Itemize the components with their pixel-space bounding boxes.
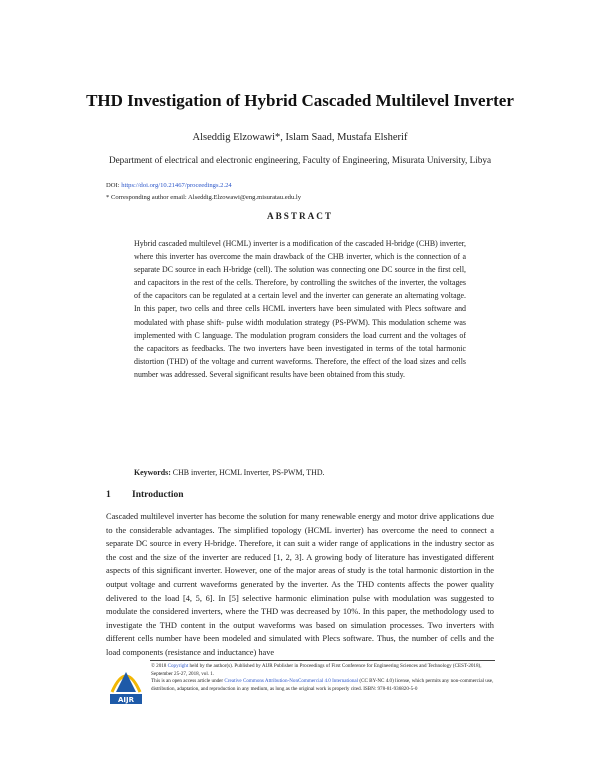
- paper-title: THD Investigation of Hybrid Cascaded Multilevel Inverter: [86, 91, 514, 110]
- license-prefix: This is an open access article under: [151, 678, 225, 684]
- copyright-line: [151, 663, 495, 678]
- introduction-text: Cascaded multilevel inverter has become the solution for many renewable energy and motor drive applications due to the considerable advantages. The simplified topology (HCML inverter) has overcome the need to connect a separate DC source in every H-bridge. Therefore, it can suit a wider range of applications in the industry sector as the cost and the size of the inverter are reduced [1, 2, 3]. A growing body of literature has investigated different aspects of this significant inverter. However, one of the major areas of study is the total harmonic distortion in the output voltage and current waveforms generated by the inverter. As the THD contents affects the power quality delivered to the load [4, 5, 6]. In [5] selective harmonic elimination pulse with modulation was suggested to modulate the considered inverters, where the THD was decreased by 10%. In this paper, the methodology used to investigate the THD content in the output waveforms was based on simulation processes. Two inverters with different cells number have been modeled and simulated with Plecs software. Thus, the number of cells and the load components (resistance and inductance) have: [106, 512, 494, 657]
- author-list: Alseddig Elzowawi*, Islam Saad, Mustafa Elsherif: [192, 132, 408, 143]
- license-link[interactable]: Creative Commons Attribution-NonCommercial 4.0 International: [224, 678, 359, 684]
- copyright-prefix: © 2018: [151, 663, 168, 669]
- aijr-logo: [108, 662, 144, 706]
- keywords-label: Keywords:: [134, 468, 171, 477]
- abstract-heading: ABSTRACT: [266, 211, 334, 221]
- license-text: (CC BY-NC 4.0) license, which permits any non-commercial use, distribution, adaptation, and reproduction in any medium, as long as the original work is properly cited. ISBN: 978-81-936820-5-0: [151, 678, 494, 692]
- footer-divider: [150, 660, 495, 661]
- corresponding-author: * Corresponding author email: Alseddig.Elzowawi@eng.misuratau.edu.ly: [106, 194, 302, 201]
- keywords: [134, 468, 466, 477]
- doi-line: [106, 182, 232, 189]
- affiliation: Department of electrical and electronic engineering, Faculty of Engineering, Misurata University, Libya: [108, 155, 492, 165]
- license-notice: [151, 663, 495, 693]
- section-heading-introduction: [106, 490, 184, 500]
- logo-text: AIJR: [117, 696, 135, 704]
- section-number: 1: [106, 490, 111, 500]
- doi-link[interactable]: https://doi.org/10.21467/proceedings.2.24: [121, 182, 232, 189]
- aijr-logo-icon: [108, 662, 144, 706]
- section-title: Introduction: [132, 490, 184, 500]
- license-line: [151, 678, 495, 693]
- keywords-list: CHB inverter, HCML Inverter, PS-PWM, THD.: [170, 468, 325, 477]
- copyright-link[interactable]: Copyright: [167, 663, 189, 669]
- doi-label: DOI:: [106, 182, 122, 189]
- copyright-text: held by the author(s). Published by AIJR Publisher in Proceedings of First Conference for Engineering Sciences and Technology (CEST-2018), September 25-27, 2018, vol. 1.: [151, 663, 482, 677]
- abstract-text: Hybrid cascaded multilevel (HCML) inverter is a modification of the cascaded H-bridge (CHB) inverter, where this inverter has overcome the main drawback of the CHB inverter, which is the connection of a separate DC source in each H-bridge (cell). The solution was connecting one DC source in the first cell, and capacitors in the rest of the cells. Therefore, by controlling the switches of the inverter, the voltages of the capacitors can be regulated at a certain level and the inverter can generate an alternating voltage. In this paper, two cells and three cells HCML inverters have been simulated with Plecs software and modulated with phase shift- pulse width modulation strategy (PS-PWM). This modulation scheme was implemented with C language. The modulation program considers the load current and the voltages of the capacitors as feedbacks. The two inverters have been investigated in terms of the total harmonic distortion (THD) of the voltage and current waveforms. Therefore, the effect of the load sizes and cells number was addressed. Several significant results have been obtained from this study.: [134, 239, 466, 379]
